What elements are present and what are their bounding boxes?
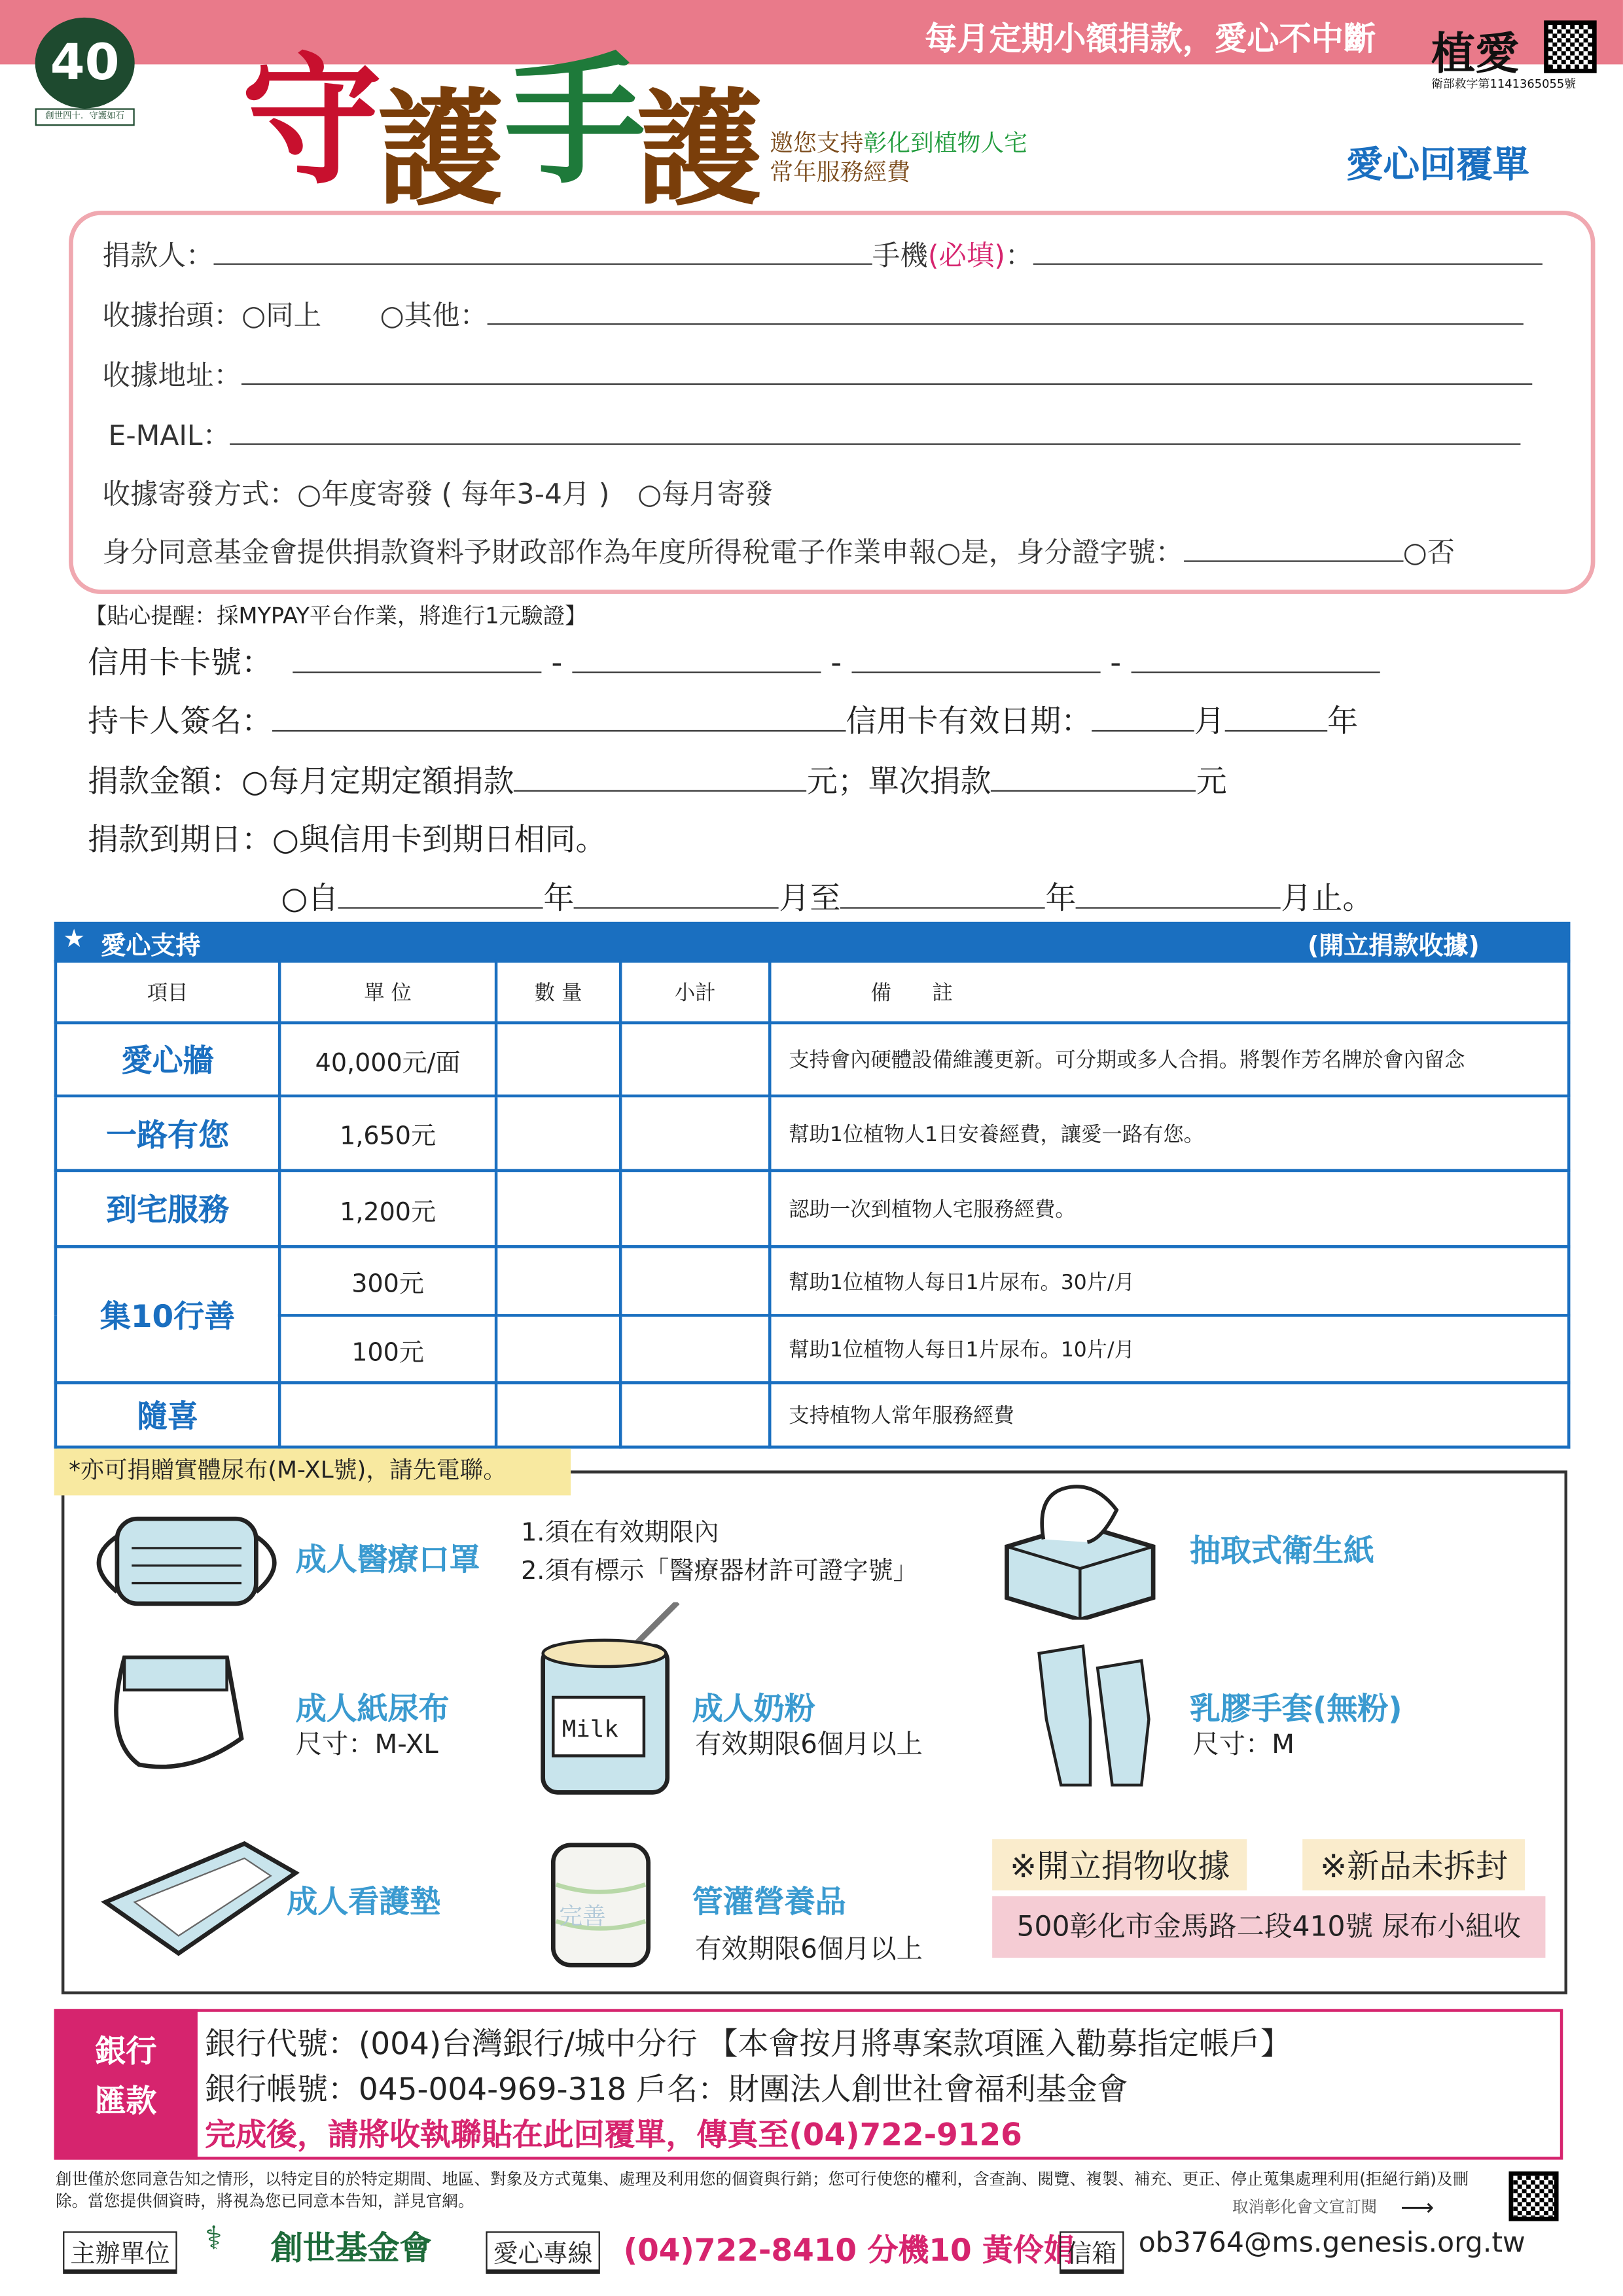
holder-row [88,698,1358,742]
title-char: 護 [636,76,763,224]
col-header: 備 註 [770,961,1569,1023]
consent-row [103,531,1455,571]
label: E-MAIL： [108,419,231,452]
label: 捐款人： [102,239,214,272]
qr-code-icon [1544,20,1597,73]
quantity-cell[interactable] [496,1383,620,1447]
unit-price: 1,200元 [279,1171,496,1246]
single-amount-field[interactable] [991,766,1196,792]
label: 收據地址： [102,360,242,393]
label: 持卡人簽名： [88,703,272,739]
support-table-header [54,922,1571,961]
organizer-label: 主辦單位 [63,2231,177,2274]
end-year-field[interactable] [840,882,1045,908]
subtotal-cell[interactable] [620,1246,770,1315]
milk-can-icon [539,1602,685,1800]
mailing-row[interactable]: 收據寄發方式：○年度寄發 ( 每年3-4月 ) ○每月寄發 [102,478,774,511]
hotline-number[interactable]: (04)722-8410 分機10 黃伶娟 [623,2233,1075,2269]
bank-code: 銀行代號：(004)台灣銀行/城中分行 【本會按月將專案款項匯入勸募指定帳戶】 [205,2026,1291,2062]
end-date-row[interactable]: 捐款到期日：○與信用卡到期日相同。 [88,822,607,858]
table-title: 愛心支持 [101,932,201,962]
card-field[interactable] [1131,646,1380,673]
item-pad: 成人看護墊 [287,1884,441,1920]
email-row [108,414,1521,453]
col-header: 單 位 [279,961,496,1023]
brand: 植愛 [1431,29,1520,80]
title-char: 護 [377,76,504,224]
unit-price: 40,000元/面 [279,1023,496,1096]
item-name: 集10行善 [56,1246,279,1383]
goods-note: *亦可捐贈實體尿布(M-XL號)，請先電聯。 [54,1449,571,1496]
subtotal-cell[interactable] [620,1383,770,1447]
title-char: 守 [241,38,382,203]
unit-price: 100元 [279,1315,496,1383]
unit-price: 300元 [279,1246,496,1315]
label: 收據抬頭： [102,300,242,332]
address-row [103,354,1533,393]
label: 手機 [872,239,928,272]
item-mask: 成人醫療口罩 [295,1542,480,1578]
milk-expiry: 有效期限6個月以上 [695,1729,923,1761]
label: 年 [543,881,575,916]
item-note: 支持植物人常年服務經費 [770,1383,1569,1447]
diaper-size: 尺寸：M-XL [295,1729,438,1761]
custom-radio[interactable]: ○自 [281,881,339,916]
genesis-logo-icon: ⚕ [205,2221,223,2258]
logo-tagline: 創世四十．守護如石 [35,108,135,126]
receipt-tag: ※開立捐物收據 [992,1839,1247,1890]
tissue-box-icon [999,1481,1160,1619]
quantity-cell[interactable] [496,1315,620,1383]
end-month-field[interactable] [1076,882,1281,908]
item-name: 隨喜 [56,1383,279,1447]
table-row [56,1383,1569,1447]
label: 年 [1045,881,1077,916]
monthly-radio[interactable]: 捐款金額：○每月定期定額捐款 [88,764,514,799]
card-field[interactable] [851,646,1100,673]
new-item-tag: ※新品未拆封 [1302,1839,1525,1890]
label: 年 [1327,703,1359,739]
star-icon: ★ [63,925,86,955]
same-radio[interactable]: ○同上 [241,300,322,332]
label: 元 [1196,764,1227,799]
item-name: 一路有您 [56,1096,279,1171]
bank-tag-text: 匯款 [95,2083,157,2119]
address-field[interactable] [241,359,1532,385]
table-row [56,1246,1569,1315]
item-note: 幫助1位植物人每日1片尿布。30片/月 [770,1246,1569,1315]
monthly-amount-field[interactable] [514,766,807,792]
required-mark: (必填) [927,239,1005,272]
table-row [56,1023,1569,1096]
table-header-row [56,961,1569,1023]
contact-email[interactable]: ob3764@ms.genesis.org.tw [1138,2227,1525,2259]
other-radio[interactable]: ○其他： [380,300,488,332]
card-number-row: 信用卡卡號： - - - [88,639,1380,683]
subtitle [770,129,1027,187]
title-char: 手 [505,38,646,203]
mypay-reminder: 【貼心提醒：採MYPAY平台作業，將進行1元驗證】 [84,603,587,629]
qr-code-icon[interactable] [1509,2172,1559,2221]
care-pad-icon [98,1836,303,1960]
support-table [54,960,1571,1449]
subtotal-cell[interactable] [620,1096,770,1171]
fax-instruction: 完成後，請將收執聯貼在此回覆單，傳真至(04)722-9126 [205,2117,1022,2153]
label: ： [1005,239,1033,272]
mask-requirement: 2.須有標示「醫療器材許可證字號」 [521,1557,918,1587]
col-header: 數 量 [496,961,620,1023]
expiry-month-field[interactable] [1092,705,1194,732]
item-gloves: 乳膠手套(無粉) [1190,1691,1402,1727]
anniversary-logo: 40 [35,18,135,109]
bank-tag-text: 銀行 [95,2034,157,2069]
form-name: 愛心回覆單 [1346,143,1529,186]
amount-row [88,758,1226,802]
table-row [56,1096,1569,1171]
nutrition-expiry: 有效期限6個月以上 [695,1934,923,1966]
mask-requirement: 1.須在有效期限內 [521,1519,719,1548]
table-row [56,1171,1569,1246]
quantity-cell[interactable] [496,1096,620,1171]
hotline-label: 愛心專線 [486,2231,599,2274]
subtitle-highlight: 彰化到植物人宅 [863,128,1027,157]
label: 月止。 [1281,881,1374,916]
subtotal-cell[interactable] [620,1023,770,1096]
arrow-right-icon: ⟶ [1400,2193,1435,2221]
item-note: 支持會內硬體設備維護更新。可分期或多人合捐。將製作芳名牌於會內留念 [770,1023,1569,1096]
milk-label: Milk [562,1714,618,1743]
gloves-size: 尺寸：M [1192,1729,1294,1761]
item-tissue: 抽取式衛生紙 [1190,1533,1374,1569]
subtitle-text: 邀您支持 [770,128,864,157]
other-field[interactable] [488,298,1524,325]
id-field[interactable] [1183,535,1402,561]
label: 元 [806,764,838,799]
card-field[interactable] [572,646,821,673]
organizer-name: 創世基金會 [270,2231,432,2269]
item-name: 愛心牆 [56,1023,279,1096]
can-label: 完善 [559,1902,606,1930]
quantity-cell[interactable] [496,1023,620,1096]
slogan: 每月定期小額捐款，愛心不中斷 [925,22,1376,59]
item-note: 幫助1位植物人1日安養經費，讓愛一路有您。 [770,1096,1569,1171]
label: 信用卡卡號： [88,645,272,680]
signature-field[interactable] [272,705,846,732]
subtotal-cell[interactable] [620,1171,770,1246]
subtitle-text: 常年服務經費 [770,158,910,186]
label: 身分同意基金會提供捐款資料予財政部作為年度所得稅電子作業申報○是，身分證字號： [102,537,1184,569]
item-nutrition: 管灌營養品 [692,1884,846,1920]
email-label: 信箱 [1060,2231,1124,2274]
bank-account: 銀行帳號：045-004-969-318 戶名：財團法人創世社會福利基金會 [205,2072,1128,2108]
subtotal-cell[interactable] [620,1315,770,1383]
item-diaper: 成人紙尿布 [295,1691,450,1727]
diaper-icon [103,1650,249,1775]
custom-period-row [281,875,1373,919]
email-field[interactable] [230,419,1521,445]
quantity-cell[interactable] [496,1171,620,1246]
mailing-address: 500彰化市金馬路二段410號 尿布小組收 [992,1896,1545,1958]
registration-no: 衛部救字第1141365055號 [1431,77,1577,91]
gloves-icon [1024,1639,1156,1793]
unit-cell[interactable] [279,1383,496,1447]
table-row [56,1315,1569,1383]
quantity-cell[interactable] [496,1246,620,1315]
expiry-year-field[interactable] [1225,705,1328,732]
donor-row [103,234,1543,274]
no-radio[interactable]: ○否 [1402,537,1455,569]
bank-tag [54,2009,198,2159]
item-milk: 成人奶粉 [692,1691,815,1727]
receipt-title-row [103,294,1524,333]
item-note: 認助一次到植物人宅服務經費。 [770,1171,1569,1246]
mobile-field[interactable] [1033,239,1542,265]
label: ；單次捐款 [837,764,991,799]
donor-field[interactable] [214,239,872,265]
privacy-notice: 創世僅於您同意告知之情形，以特定目的於特定期間、地區、對象及方式蒐集、處理及利用您的個資與行銷；您可行使您的權利，含查詢、閱覽、複製、補充、更正、停止蒐集處理利用(拒絕行銷)及刪除。當您提供個資時，將視為您已同意本告知，詳見官網。 [55,2170,1469,2211]
start-year-field[interactable] [338,882,543,908]
unsubscribe-link[interactable]: 取消彰化會文宣訂閱 [1232,2197,1378,2217]
label: 信用卡有效日期： [846,703,1092,739]
col-header: 小計 [620,961,770,1023]
col-header: 項目 [56,961,279,1023]
start-month-field[interactable] [574,882,779,908]
card-field[interactable] [293,646,541,673]
label: 月至 [779,881,841,916]
mask-icon [80,1507,293,1617]
unit-price: 1,650元 [279,1096,496,1171]
receipt-note: (開立捐款收據) [1307,932,1480,962]
item-name: 到宅服務 [56,1171,279,1246]
label: 月 [1194,703,1225,739]
item-note: 幫助1位植物人每日1片尿布。10片/月 [770,1315,1569,1383]
